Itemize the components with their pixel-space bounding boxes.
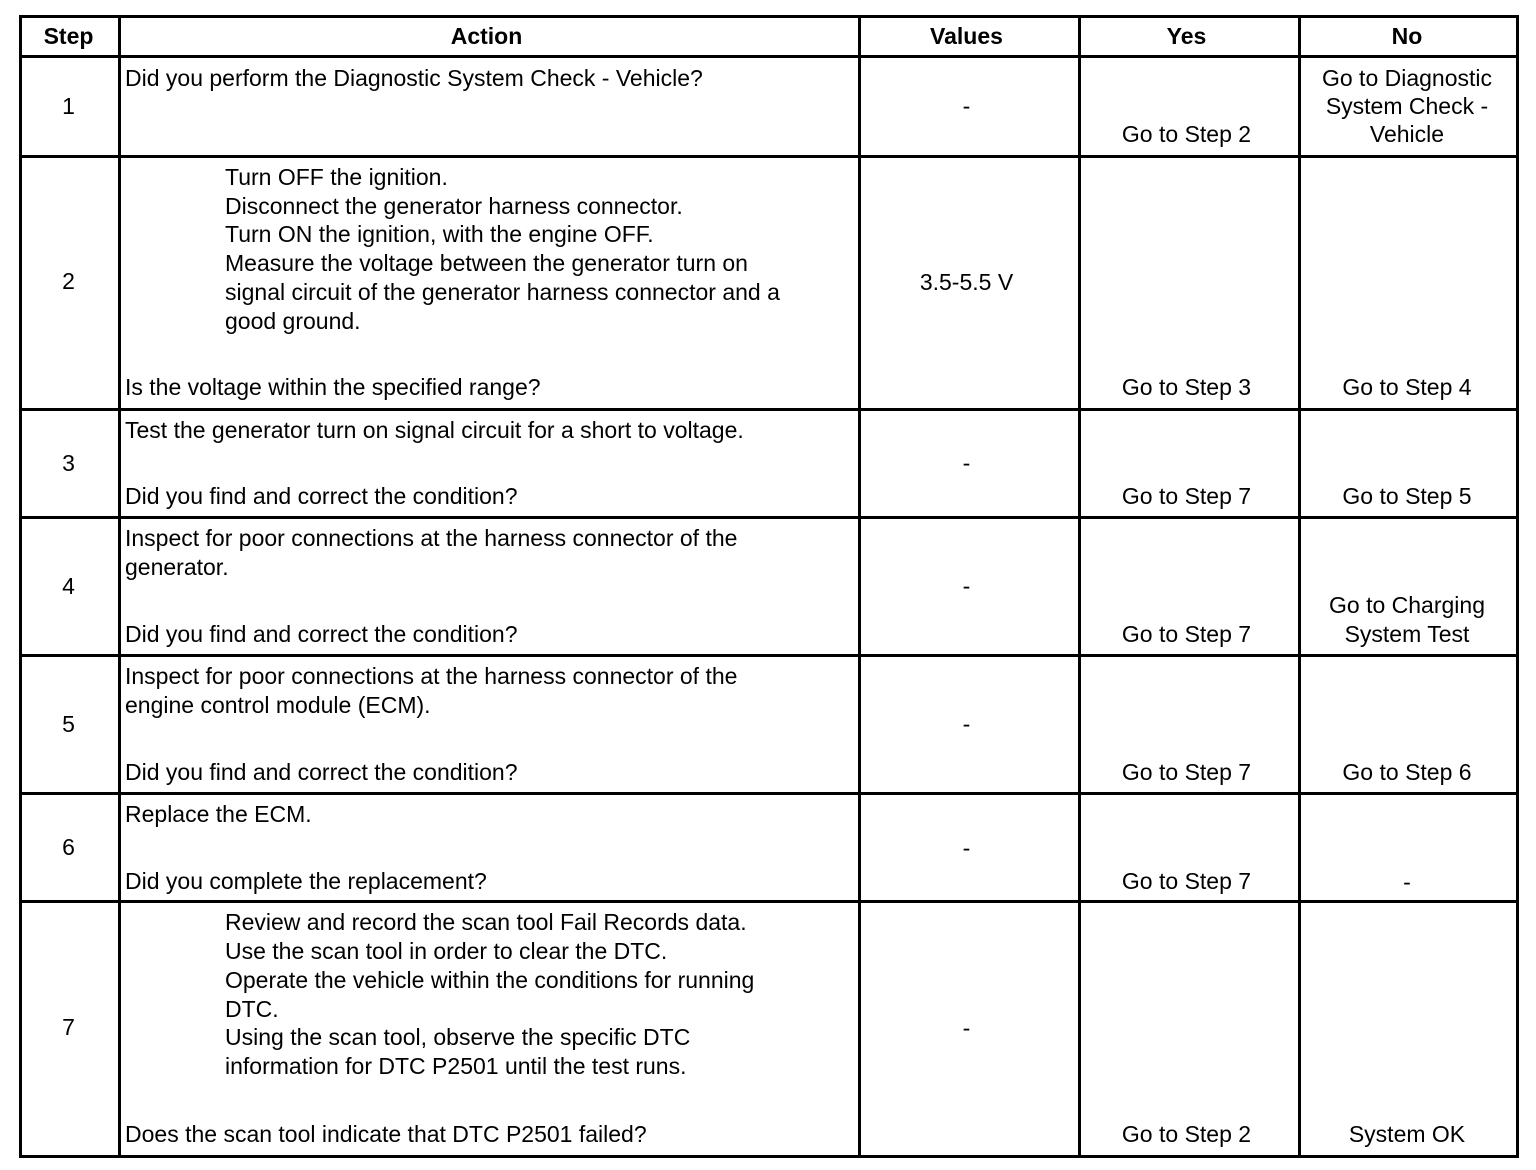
no-text: Go to Charging [1329,592,1485,618]
yes-text: Go to Step 7 [1121,483,1252,509]
value-text: - [962,573,971,599]
action-text: generator. [125,554,229,580]
step-number: 4 [62,573,75,599]
no-text: Go to Step 6 [1342,759,1472,785]
action-question: Does the scan tool indicate that DTC P2501 failed? [125,1121,647,1147]
action-question: Did you complete the replacement? [125,868,487,894]
action-text: engine control module (ECM). [125,692,431,718]
action-step: Use the scan tool in order to clear the DTC. [225,938,668,964]
row-divider [22,155,1516,158]
value-text: - [962,93,971,119]
header-values: Values [930,23,1003,49]
action-step: Review and record the scan tool Fail Records data. [225,909,747,935]
value-text: - [962,450,971,476]
row-divider [22,55,1516,58]
yes-text: Go to Step 3 [1121,374,1252,400]
no-text: Go to Diagnostic [1321,65,1493,91]
action-text: Did you perform the Diagnostic System Check - Vehicle? [125,65,703,91]
no-text: System Test [1344,621,1470,647]
action-step: good ground. [225,308,361,334]
yes-text: Go to Step 2 [1121,121,1252,147]
no-text: Go to Step 5 [1342,483,1472,509]
step-number: 2 [62,268,75,294]
action-question: Is the voltage within the specified range? [125,374,541,400]
header-step: Step [43,23,94,49]
action-text: Test the generator turn on signal circuit for a short to voltage. [125,417,744,443]
action-step: Operate the vehicle within the conditions for running [225,967,755,993]
action-step: Turn ON the ignition, with the engine OFF. [225,221,654,247]
no-text: - [1403,869,1411,895]
step-number: 6 [62,834,75,860]
value-text: - [962,711,971,737]
value-text: 3.5-5.5 V [919,269,1014,295]
no-text: System Check - [1325,93,1489,119]
action-text: Replace the ECM. [125,801,312,827]
step-number: 3 [62,450,75,476]
yes-text: Go to Step 7 [1121,621,1252,647]
row-divider [22,792,1516,795]
header-yes: Yes [1166,23,1207,49]
action-text: Inspect for poor connections at the harness connector of the [125,663,738,689]
row-divider [22,654,1516,657]
action-step: Disconnect the generator harness connector. [225,193,683,219]
header-no: No [1391,23,1423,49]
action-question: Did you find and correct the condition? [125,483,518,509]
value-text: - [962,1015,971,1041]
yes-text: Go to Step 7 [1121,868,1252,894]
column-divider [1078,18,1081,1155]
action-text: Inspect for poor connections at the harness connector of the [125,525,738,551]
value-text: - [962,835,971,861]
column-divider [118,18,121,1155]
action-step: Turn OFF the ignition. [225,164,448,190]
action-question: Did you find and correct the condition? [125,621,518,647]
action-step: Using the scan tool, observe the specific DTC [225,1024,691,1050]
step-number: 7 [62,1014,75,1040]
yes-text: Go to Step 2 [1121,1121,1252,1147]
no-text: Go to Step 4 [1342,374,1472,400]
action-question: Did you find and correct the condition? [125,759,518,785]
action-step: signal circuit of the generator harness connector and a [225,279,780,305]
action-step: DTC. [225,996,279,1022]
row-divider [22,900,1516,903]
step-number: 5 [62,711,75,737]
row-divider [22,516,1516,519]
column-divider [1298,18,1301,1155]
row-divider [22,408,1516,411]
no-text: Vehicle [1369,121,1445,147]
step-number: 1 [62,93,75,119]
no-text: System OK [1348,1121,1466,1147]
action-step: Measure the voltage between the generator turn on [225,250,748,276]
yes-text: Go to Step 7 [1121,759,1252,785]
header-action: Action [450,23,523,49]
action-step: information for DTC P2501 until the test runs. [225,1053,687,1079]
